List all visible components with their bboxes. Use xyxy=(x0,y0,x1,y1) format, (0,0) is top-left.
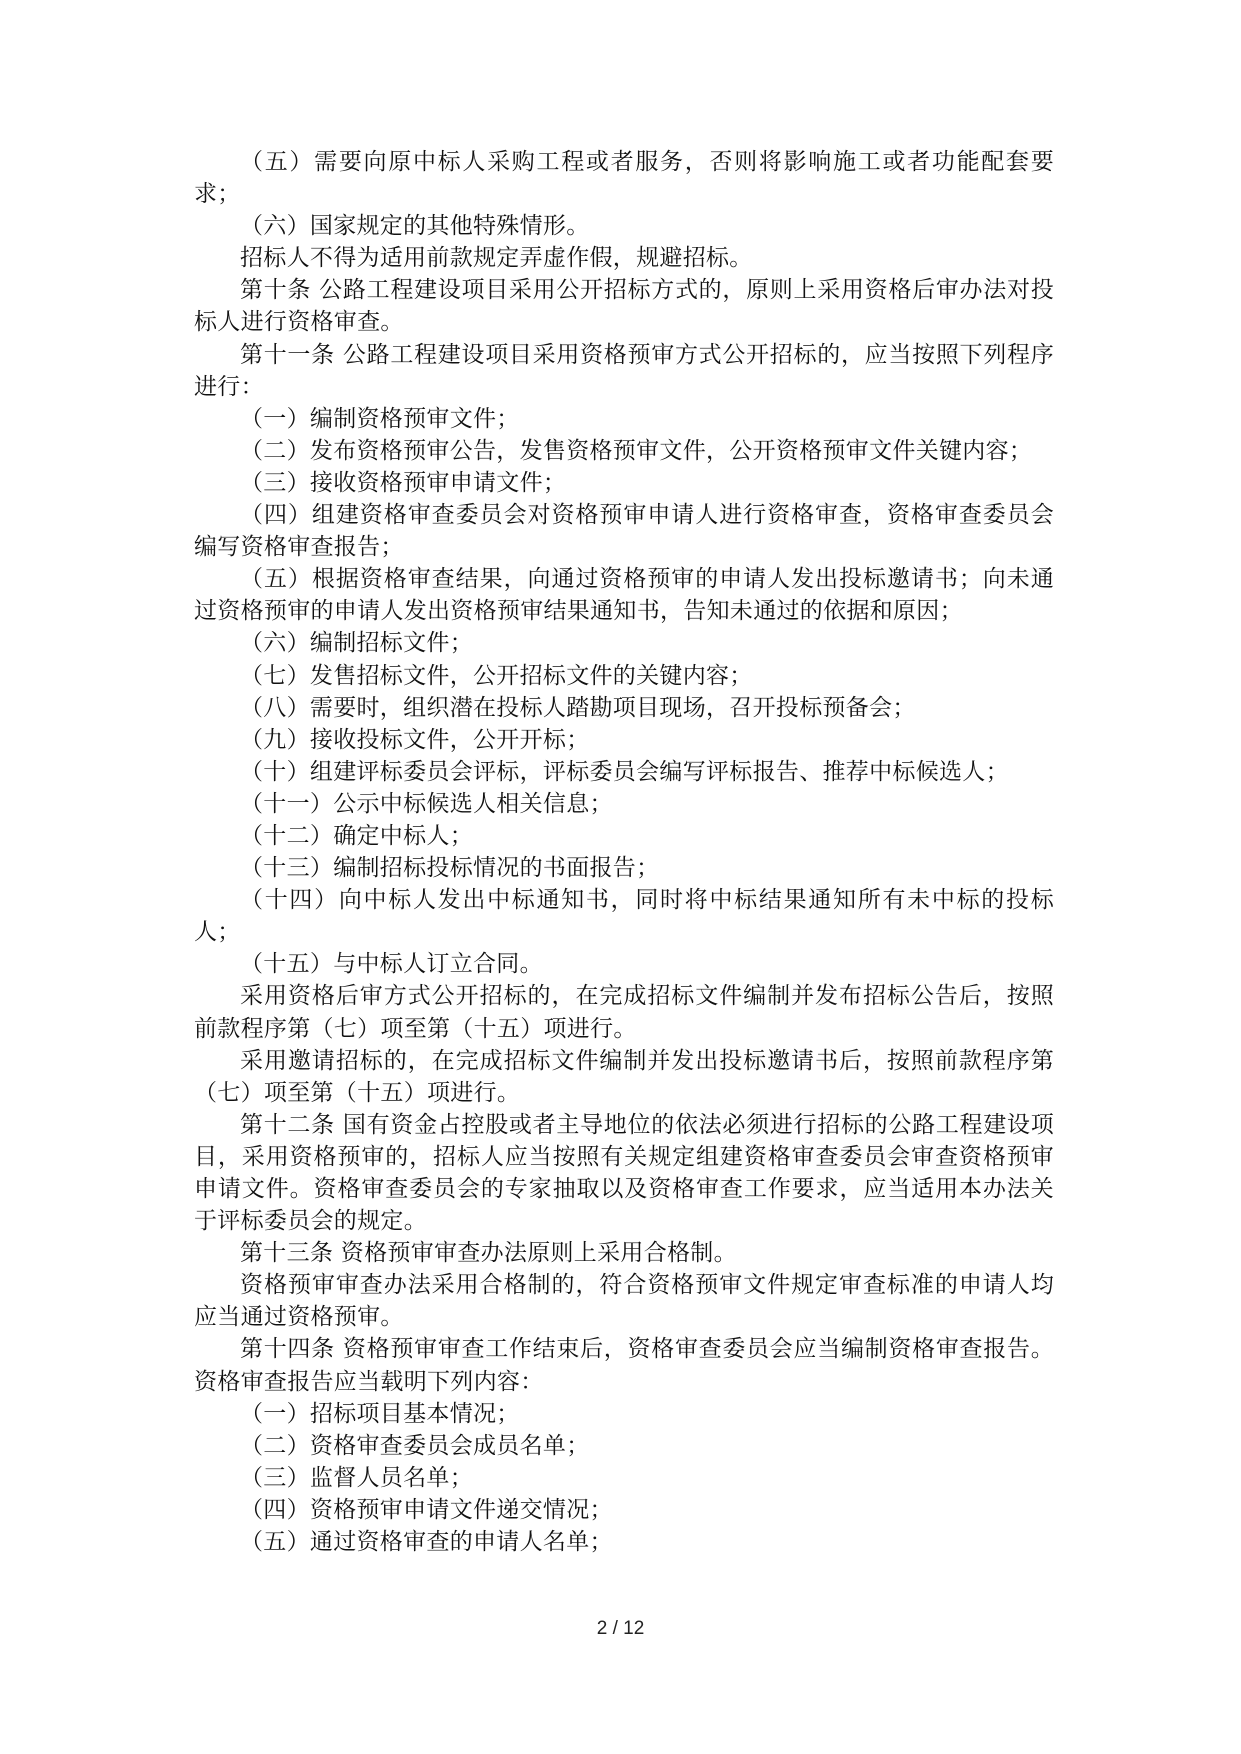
list-item: （一）招标项目基本情况； xyxy=(240,1400,520,1427)
list-item: （九）接收投标文件，公开开标； xyxy=(240,726,590,753)
article-12: 第十二条 国有资金占控股或者主导地位的依法必须进行招标的公路工程建设项目，采用资格预审的，招标人应当按照有关规定组建资格审查委员会审查资格预审申请文件。资格审查委员会的专家抽取以及资格审查工作要求，应当适用本办法关于评标委员会的规定。 xyxy=(194,1111,1054,1235)
list-item: （十一）公示中标候选人相关信息； xyxy=(240,790,613,817)
article-14: 第十四条 资格预审审查工作结束后，资格审查委员会应当编制资格审查报告。资格审查报告应当载明下列内容： xyxy=(194,1336,1054,1395)
list-item: （一）编制资格预审文件； xyxy=(240,405,520,432)
paragraph: （五）需要向原中标人采购工程或者服务，否则将影响施工或者功能配套要求； xyxy=(194,149,1054,208)
list-item: （十四）向中标人发出中标通知书，同时将中标结果通知所有未中标的投标人； xyxy=(194,887,1054,946)
list-item: （八）需要时，组织潜在投标人踏勘项目现场，召开投标预备会； xyxy=(240,694,916,721)
list-item: （五）根据资格审查结果，向通过资格预审的申请人发出投标邀请书；向未通过资格预审的申请人发出资格预审结果通知书，告知未通过的依据和原因； xyxy=(194,566,1054,625)
paragraph: 招标人不得为适用前款规定弄虚作假，规避招标。 xyxy=(240,245,753,272)
list-item: （十三）编制招标投标情况的书面报告； xyxy=(240,855,660,882)
list-item: （五）通过资格审查的申请人名单； xyxy=(240,1529,613,1556)
list-item: （四）组建资格审查委员会对资格预审申请人进行资格审查，资格审查委员会编写资格审查报告； xyxy=(194,502,1054,561)
page-number: 2 / 12 xyxy=(596,1618,645,1639)
article-11: 第十一条 公路工程建设项目采用资格预审方式公开招标的，应当按照下列程序进行： xyxy=(194,341,1054,400)
paragraph: 采用邀请招标的，在完成招标文件编制并发出投标邀请书后，按照前款程序第（七）项至第（十五）项进行。 xyxy=(194,1047,1054,1106)
article-13: 第十三条 资格预审审查办法原则上采用合格制。 xyxy=(240,1240,737,1267)
list-item: （十二）确定中标人； xyxy=(240,822,473,849)
list-item: （十）组建评标委员会评标，评标委员会编写评标报告、推荐中标候选人； xyxy=(240,758,1009,785)
document-body xyxy=(194,146,1054,1558)
list-item: （三）接收资格预审申请文件； xyxy=(240,469,567,496)
paragraph: 采用资格后审方式公开招标的，在完成招标文件编制并发布招标公告后，按照前款程序第（七）项至第（十五）项进行。 xyxy=(194,983,1054,1042)
list-item: （六）编制招标文件； xyxy=(240,630,473,657)
article-10: 第十条 公路工程建设项目采用公开招标方式的，原则上采用资格后审办法对投标人进行资格审查。 xyxy=(194,277,1054,336)
list-item: （七）发售招标文件，公开招标文件的关键内容； xyxy=(240,662,753,689)
paragraph: 资格预审审查办法采用合格制的，符合资格预审文件规定审查标准的申请人均应当通过资格预审。 xyxy=(194,1272,1054,1331)
list-item: （三）监督人员名单； xyxy=(240,1464,473,1491)
list-item: （十五）与中标人订立合同。 xyxy=(240,951,543,978)
list-item: （二）资格审查委员会成员名单； xyxy=(240,1432,590,1459)
list-item: （二）发布资格预审公告，发售资格预审文件，公开资格预审文件关键内容； xyxy=(240,437,1033,464)
list-item: （四）资格预审申请文件递交情况； xyxy=(240,1496,613,1523)
paragraph: （六）国家规定的其他特殊情形。 xyxy=(240,213,590,240)
